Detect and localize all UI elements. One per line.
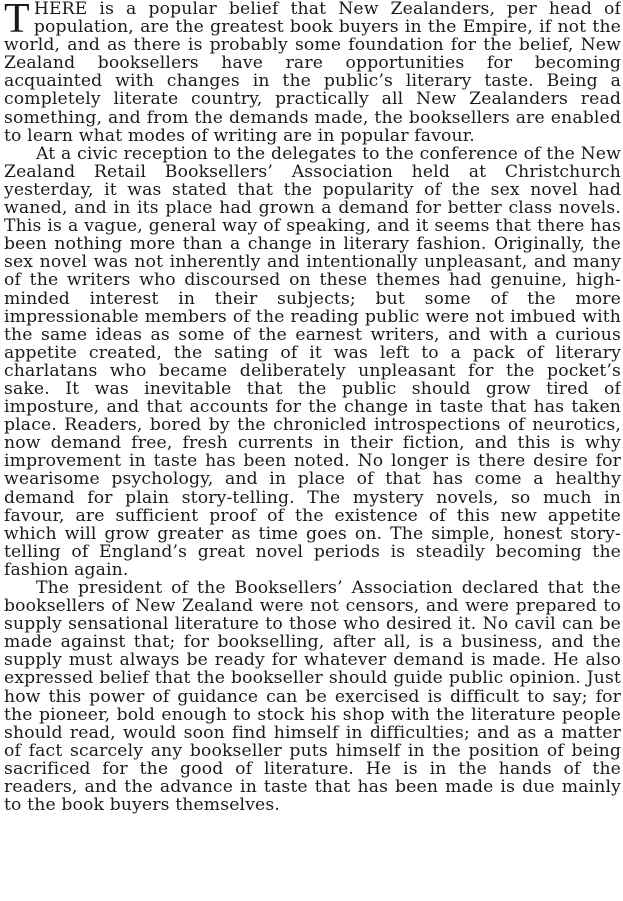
paragraph-1-text: HERE is a popular belief that New Zealanders, per head of population, are the greatest book buyers in the Empire, if not the world, and as there is probably some foundation for the belief, New Zealand booksellers have rare opportunities for becoming acquainted with changes in the public’s literary taste. Being a completely literate country, practically all New Zealanders read something, and from the demands made, the booksellers are enabled to learn what modes of writing are in popular favour. <box>4 0 621 146</box>
drop-cap-letter: T <box>4 0 30 42</box>
paragraph-2-text: At a civic reception to the delegates to the conference of the New Zealand Retail Booksellers’ Association held at Christchurch yesterday, it was stated that the popularity of the sex novel had waned, and in its place had grown a demand for better class novels. This is a vague, general way of speaking, and it seems that there has been nothing more than a change in literary fashion. Originally, the sex novel was not inherently and intentionally unpleasant, and many of the writers who discoursed on these themes had genuine, high-minded interest in their subjects; but some of the more impressionable members of the reading public were not imbued with the same ideas as some of the earnest writers, and with a curious appetite created, the sating of it was left to a pack of literary charlatans who became deliberately unpleasant for the pocket’s sake. It was inevitable that the public should grow tired of imposture, and that accounts for the change in taste that has taken place. Readers, bored by the chronicled introspections of neurotics, now demand free, fresh currents in their fiction, and this is why improvement in taste has been noted. No longer is there desire for wearisome psychology, and in place of that has come a healthy demand for plain story-telling. The mystery novels, so much in favour, are sufficient proof of the existence of this new appetite which will grow greater as time goes on. The simple, honest story-telling of England’s great novel periods is steadily becoming the fashion again. <box>4 143 621 580</box>
article-paragraph-3 <box>4 579 621 814</box>
paragraph-3-text: The president of the Booksellers’ Association declared that the booksellers of New Zealand were not censors, and were prepared to supply sensational literature to those who desired it. No cavil can be made against that; for bookselling, after all, is a business, and the supply must always be ready for whatever demand is made. He also expressed belief that the bookseller should guide public opinion. Just how this power of guidance can be exercised is difficult to say; for the pioneer, bold enough to stock his shop with the literature people should read, would soon find himself in difficulties; and as a matter of fact scarcely any bookseller puts himself in the position of being sacrificed for the good of literature. He is in the hands of the readers, and the advance in taste that has been made is due mainly to the book buyers themselves. <box>4 578 621 816</box>
newspaper-article <box>4 0 621 901</box>
article-paragraph-2 <box>4 145 621 579</box>
article-paragraph-1 <box>4 0 621 145</box>
